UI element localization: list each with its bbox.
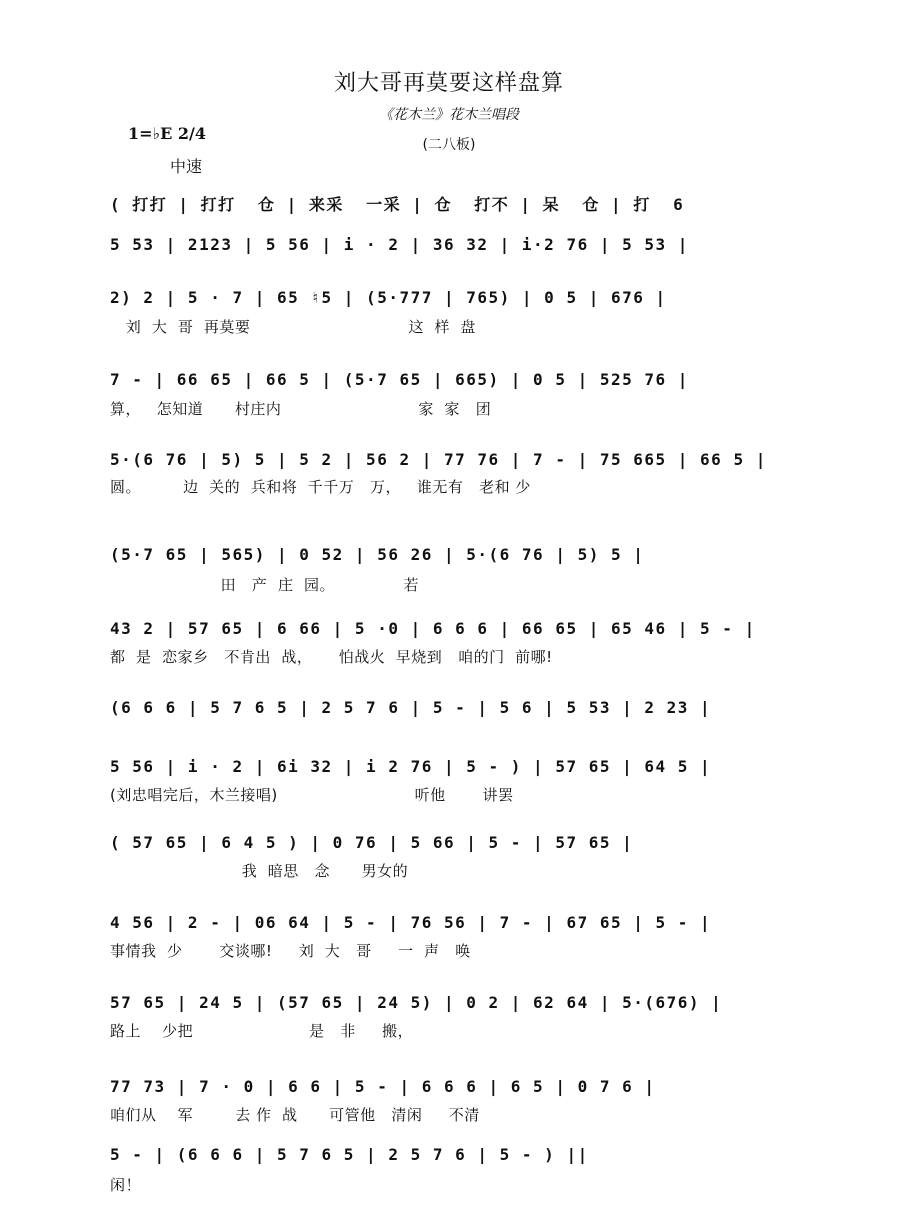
song-title: 刘大哥再莫要这样盘算 (333, 71, 564, 96)
song-subtitle: 《花木兰》花木兰唱段 (379, 107, 519, 123)
score-row-4: 7 - | 66 65 | 66 5 | (5·7 65 | 665) | 0 5 | 525 76 | (110, 370, 689, 389)
score-row-3: 2) 2 | 5 · 7 | 65 ♮5 | (5·777 | 765) | 0 5 | 676 | (110, 288, 667, 307)
lyrics-row-4: 算， 怎知道 村庄内 家 家 团 (110, 400, 492, 418)
score-row-13: 77 73 | 7 · 0 | 6 6 | 5 - | 6 6 6 | 6 5 | 0 7 6 | (110, 1077, 656, 1096)
key-signature: 1=♭E 2/4 (128, 124, 206, 143)
score-row-8: (6 6 6 | 5 7 6 5 | 2 5 7 6 | 5 - | 5 6 | 5 53 | 2 23 | (110, 698, 712, 717)
lyrics-row-7: 都 是 恋家乡 不肯出 战， 怕战火 早烧到 咱的门 前哪! (110, 648, 553, 666)
score-row-1: ( 打打 | 打打 仓 | 来采 一采 | 仓 打不 | 呆 仓 | 打 6 (110, 195, 685, 214)
score-row-9: 5 56 | i · 2 | 6i 32 | i 2 76 | 5 - ) | 57 65 | 64 5 | (110, 757, 712, 776)
score-row-6: (5·7 65 | 565) | 0 52 | 56 26 | 5·(6 76 | 5) 5 | (110, 545, 645, 564)
score-row-7: 43 2 | 57 65 | 6 66 | 5 ·0 | 6 6 6 | 66 65 | 65 46 | 5 - | (110, 619, 756, 638)
lyrics-row-14: 闲！ (110, 1176, 142, 1194)
lyrics-row-13: 咱们从 军 去 作 战 可管他 清闲 不清 (110, 1106, 480, 1124)
lyrics-row-3: 刘 大 哥 再莫要 这 样 盘 (110, 318, 477, 336)
score-row-2: 5 53 | 2123 | 5 56 | i · 2 | 36 32 | i·2 76 | 5 53 | (110, 235, 689, 254)
score-row-10: ( 57 65 | 6 4 5 ) | 0 76 | 5 66 | 5 - | 57 65 | (110, 833, 634, 852)
banqiang-type: (二八板) (422, 137, 476, 153)
lyrics-row-10: 我 暗思 念 男女的 (110, 862, 409, 880)
tempo-marking: 中速 (170, 157, 203, 176)
score-row-12: 57 65 | 24 5 | (57 65 | 24 5) | 0 2 | 62 64 | 5·(676) | (110, 993, 723, 1012)
score-row-11: 4 56 | 2 - | 06 64 | 5 - | 76 56 | 7 - | 67 65 | 5 - | (110, 913, 712, 932)
lyrics-row-12: 路上 少把 是 非 搬， (110, 1022, 414, 1040)
score-row-14: 5 - | (6 6 6 | 5 7 6 5 | 2 5 7 6 | 5 - ) || (110, 1145, 589, 1164)
lyrics-row-6: 田 产 庄 园。 若 (110, 576, 419, 594)
lyrics-row-11: 事情我 少 交谈哪! 刘 大 哥 一 声 唤 (110, 942, 471, 960)
lyrics-row-9: (刘忠唱完后，木兰接唱) 听他 讲罢 (110, 786, 514, 804)
lyrics-row-5: 圆。 边 关的 兵和将 千千万 万， 谁无有 老和 少 (110, 478, 531, 496)
score-row-5: 5·(6 76 | 5) 5 | 5 2 | 56 2 | 77 76 | 7 - | 75 665 | 66 5 | (110, 450, 767, 469)
